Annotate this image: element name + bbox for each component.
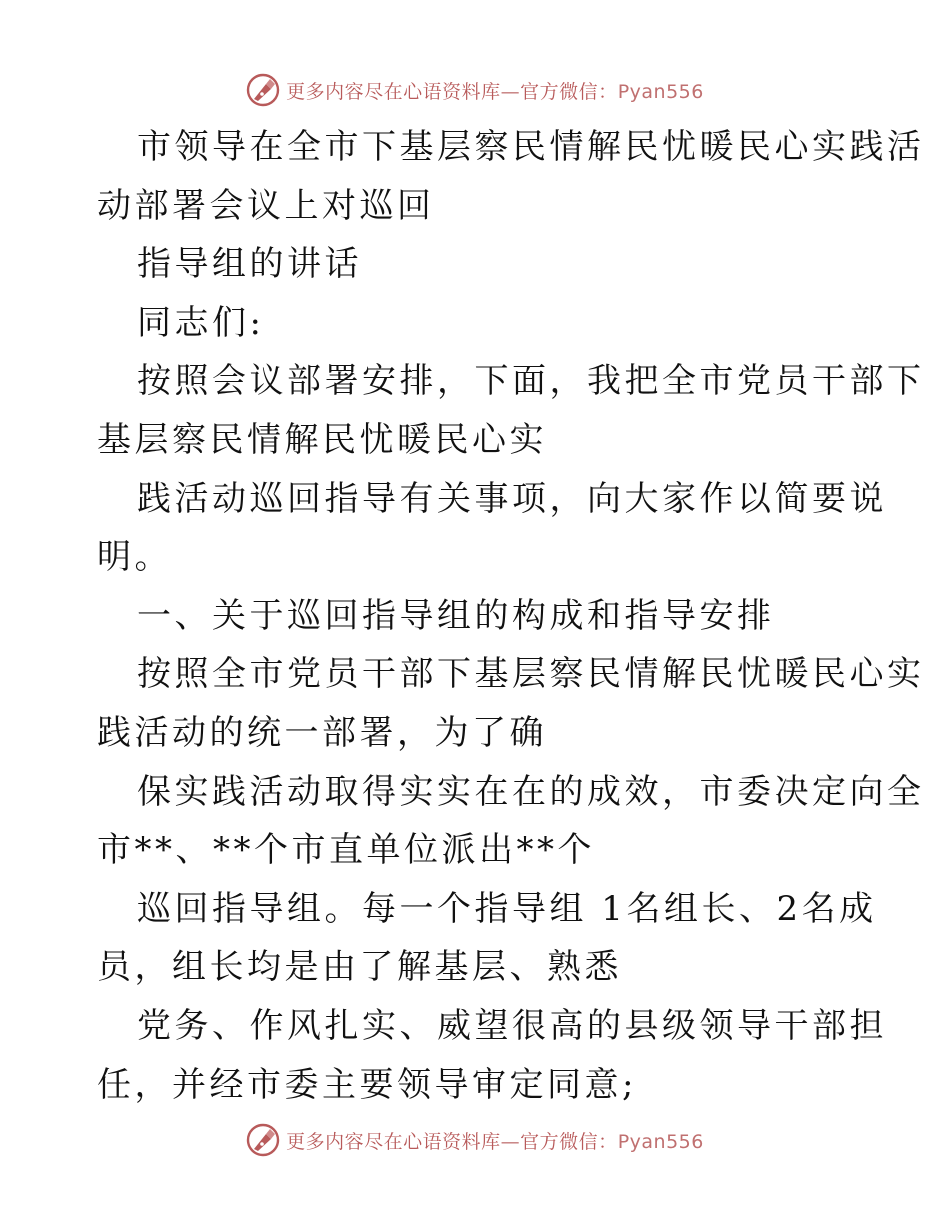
watermark-text <box>286 1127 704 1154</box>
text-line: 巡回指导组。每一个指导组 1名组长、2名成 <box>137 888 877 929</box>
text-line: 党务、作风扎实、威望很高的县级领导干部担 <box>137 1005 887 1046</box>
text-line: 动部署会议上对巡回 <box>97 185 435 226</box>
text-line: 同志们: <box>137 302 265 343</box>
text-line: 保实践活动取得实实在在的成效，市委决定向全 <box>137 771 925 812</box>
watermark-suffix: 官方微信： <box>520 80 618 103</box>
text-line: 践活动的统一部署，为了确 <box>97 712 547 753</box>
text-line: 按照会议部署安排，下面，我把全市党员干部下 <box>137 361 925 402</box>
text-line: 员，组长均是由了解基层、熟悉 <box>97 947 622 988</box>
header-watermark <box>0 70 950 110</box>
text-line: 践活动巡回指导有关事项，向大家作以简要说 <box>137 478 887 519</box>
text-line: 市**、**个市直单位派出**个 <box>97 830 595 871</box>
text-line: 基层察民情解民忧暖民心实 <box>97 419 547 460</box>
watermark-account: Pyan556 <box>617 80 704 103</box>
pen-nib-logo-icon <box>246 1123 280 1157</box>
document-body <box>97 118 925 1114</box>
pen-nib-logo-icon <box>246 73 280 107</box>
watermark-main: 更多内容尽在心语资料库 <box>286 1130 501 1153</box>
footer-watermark <box>0 1120 950 1160</box>
watermark-suffix: 官方微信： <box>520 1130 618 1153</box>
watermark-separator: — <box>500 1130 521 1153</box>
watermark-text <box>286 77 704 104</box>
watermark-main: 更多内容尽在心语资料库 <box>286 80 501 103</box>
text-line: 按照全市党员干部下基层察民情解民忧暖民心实 <box>137 654 925 695</box>
text-line: 指导组的讲话 <box>137 244 362 285</box>
watermark-separator: — <box>500 80 521 103</box>
watermark-account: Pyan556 <box>617 1130 704 1153</box>
text-line: 任，并经市委主要领导审定同意; <box>97 1064 637 1105</box>
text-line: 市领导在全市下基层察民情解民忧暖民心实践活 <box>137 127 925 167</box>
text-line: 一、关于巡回指导组的构成和指导安排 <box>137 595 775 636</box>
text-line: 明。 <box>97 537 172 578</box>
